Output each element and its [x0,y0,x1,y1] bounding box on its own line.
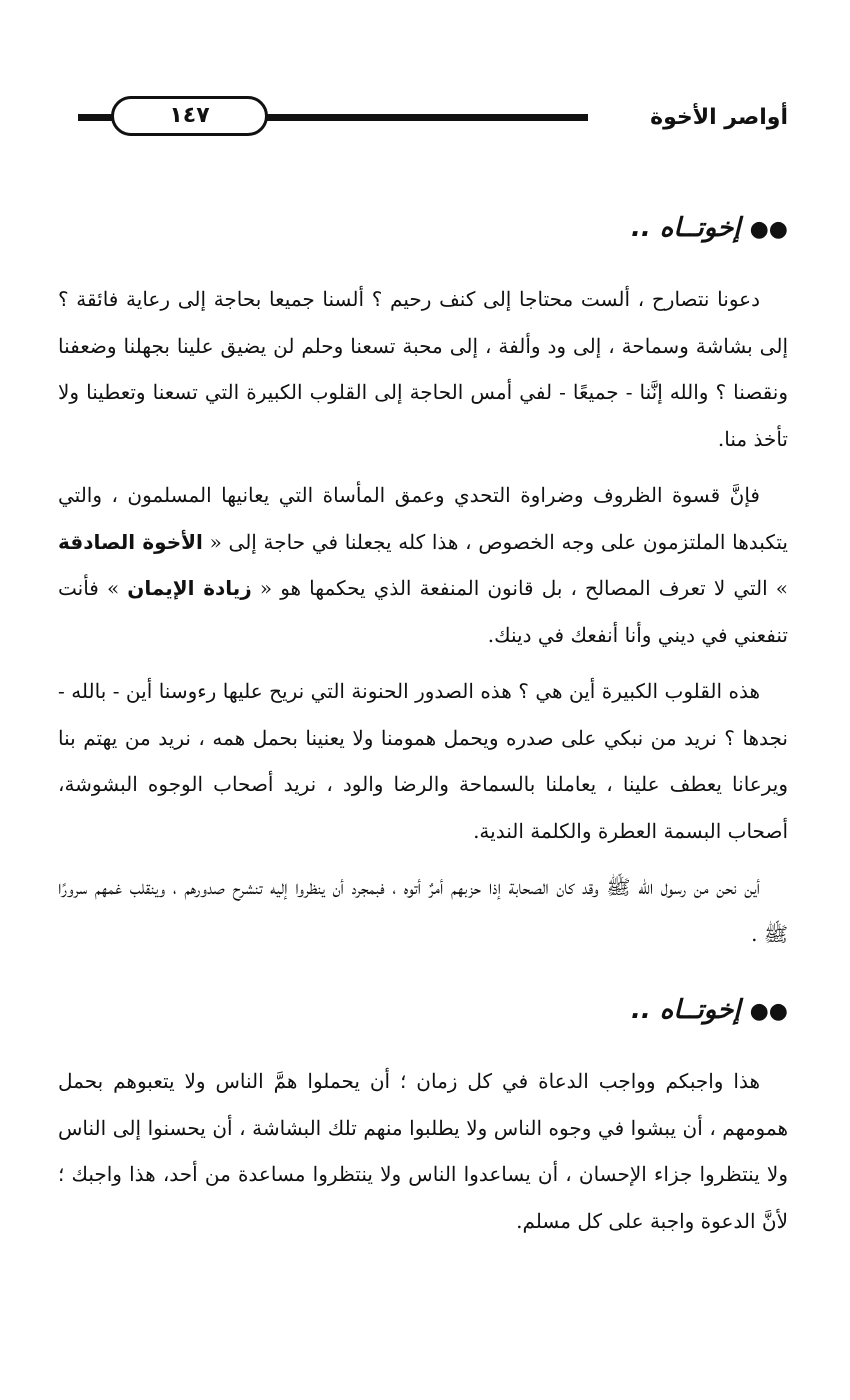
paragraph-text: دعونا نتصارح ، ألست محتاجا إلى كنف رحيم ؟ ألسنا جميعا بحاجة إلى رعاية فائقة ؟ إلى بشاشة وسماحة ، إلى ود وألفة ، إلى محبة تسعنا وحلم لن يضيق علينا بجهلنا وضعفنا ونقصنا ؟ والله إنَّنا - جميعًا - لفي أمس الحاجة إلى القلوب الكبيرة التي تسعنا وتعطينا ولا تأخذ منا. [58,287,788,451]
header-rule-right [266,114,588,121]
heading-text: إخوتــاه .. [630,995,741,1025]
heading-text: إخوتــاه .. [630,213,741,243]
section-body [58,276,788,957]
bold-phrase-increase-faith: زيادة الإيمان [127,576,252,600]
paragraph-text-middle: » التي لا تعرف المصالح ، بل قانون المنفعة الذي يحكمها هو « [251,576,788,600]
running-header-title: أواصر الأخوة [650,105,788,130]
page-number: ١٤٧ [111,96,268,136]
paragraph [58,864,788,957]
section-heading [58,208,788,250]
paragraph-text-after: » فأنت تنفعني في ديني وأنا أنفعك في دينك. [58,576,788,647]
paragraph [58,1058,788,1244]
section-1 [58,208,788,967]
paragraph-text: أين نحن من رسول الله ﷺ وقد كان الصحابة إذا حزبهم أمرٌ أتوه ، فبمجرد أن ينظروا إليه تنشرح صدورهم ، وينقلب غمهم سرورًا ﷺ . [58,875,788,946]
paragraph [58,472,788,658]
paragraph-text: هذا واجبكم وواجب الدعاة في كل زمان ؛ أن يحملوا همَّ الناس ولا يتعبوهم بحمل همومهم ، أن يبشوا في وجوه الناس ولا يطلبوا منهم تلك البشاشة ، أن يحسنوا إلى الناس ولا ينتظروا جزاء الإحسان ، أن يساعدوا الناس ولا ينتظروا مساعدة من أحد، هذا واجبك ؛ لأنَّ الدعوة واجبة على كل مسلم. [58,1069,788,1233]
paragraph-text-before: فإنَّ قسوة الظروف وضراوة التحدي وعمق المأساة التي يعانيها المسلمون ، والتي يتكبدها الملتزمون على وجه الخصوص ، هذا كله يجعلنا في حاجة إلى « [58,483,788,554]
header-rule-left [78,114,113,121]
bold-phrase-sincere-brotherhood: الأخوة الصادقة [58,529,203,554]
paragraph [58,276,788,462]
section-body [58,1058,788,1244]
section-heading [58,990,788,1032]
paragraph-text: هذه القلوب الكبيرة أين هي ؟ هذه الصدور الحنونة التي نريح عليها رءوسنا أين - بالله - نجدها ؟ نريد من نبكي على صدره ويحمل همومنا ولا يعنينا بحمل همه ، نريد من يهتم بنا ويرعانا يعطف علينا ، يعاملنا بالسماحة والرضا والود ، نريد أصحاب الوجوه البشوشة، أصحاب البسمة العطرة والكلمة الندية. [58,679,788,843]
heading-bullet: ●● [749,999,788,1024]
page-header [78,96,788,140]
heading-bullet: ●● [749,217,788,242]
section-2 [58,990,788,1254]
paragraph [58,668,788,854]
